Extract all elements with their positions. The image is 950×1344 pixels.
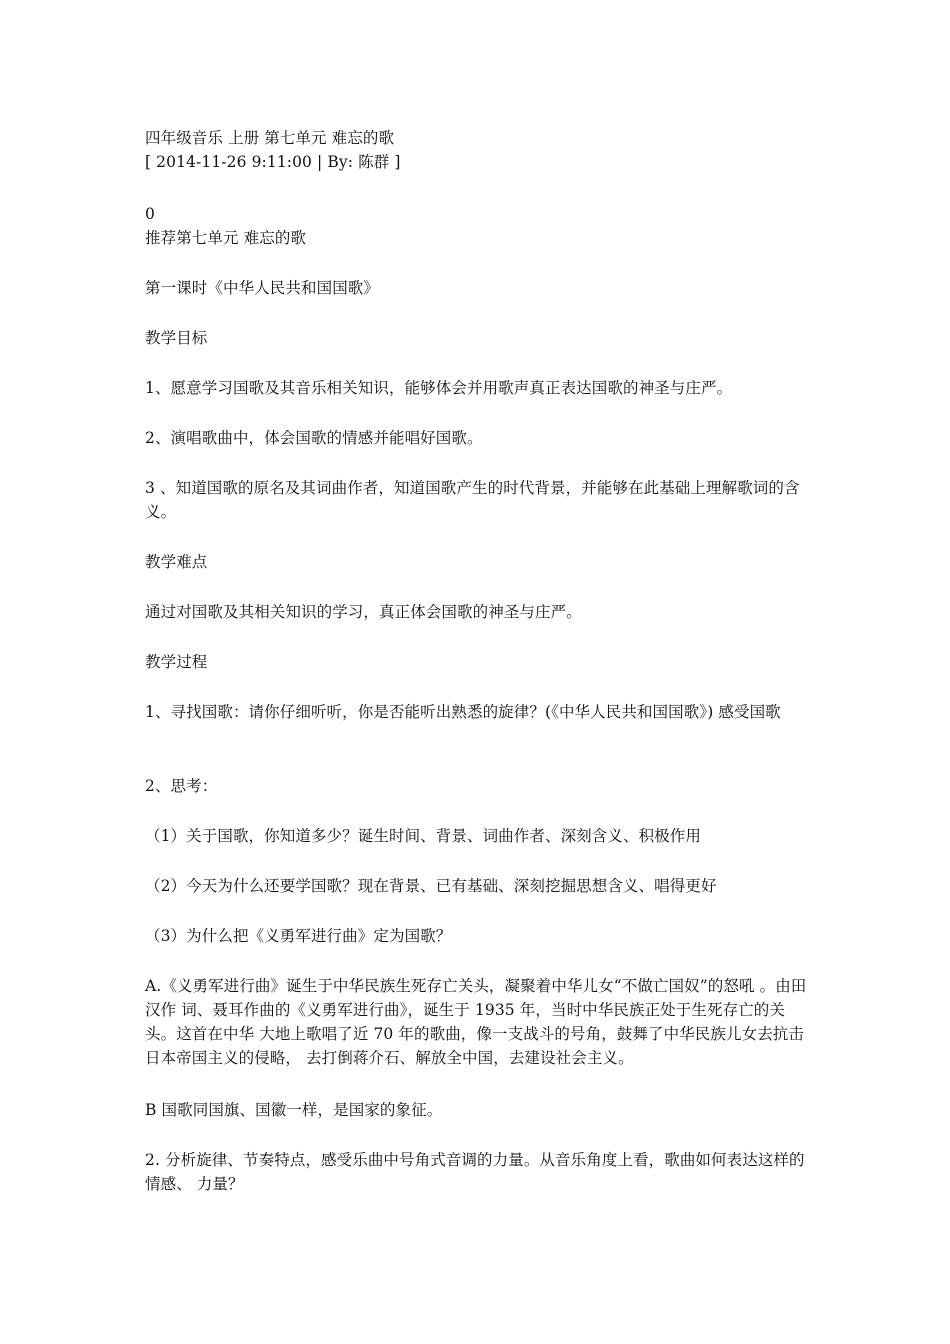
post-meta: [ 2014-11-26 9:11:00 | By: 陈群 ] <box>145 153 401 171</box>
answer-b: B 国歌同国旗、国徽一样，是国家的象征。 <box>145 1101 443 1119</box>
process-heading: 教学过程 <box>145 653 208 671</box>
process-step-1: 1、寻找国歌：请你仔细听听，你是否能听出熟悉的旋律？(《中华人民共和国国歌》) 感受国歌 <box>145 703 781 721</box>
lesson-title: 第一课时《中华人民共和国国歌》 <box>145 279 380 297</box>
analysis-paragraph: 2. 分析旋律、节奏特点，感受乐曲中号角式音调的力量。从音乐角度上看，歌曲如何表达这样的情感、 力量？ <box>145 1151 805 1193</box>
goal-item-1: 1、愿意学习国歌及其音乐相关知识，能够体会并用歌声真正表达国歌的神圣与庄严。 <box>145 379 733 397</box>
document-title: 四年级音乐 上册 第七单元 难忘的歌 <box>145 129 395 147</box>
question-3: （3）为什么把《义勇军进行曲》定为国歌？ <box>145 927 452 945</box>
process-step-2: 2、思考： <box>145 777 218 795</box>
answer-a: A.《义勇军进行曲》诞生于中华民族生死存亡关头，凝聚着中华儿女“不做亡国奴”的怒吼 。由田汉作 词、聂耳作曲的《义勇军进行曲》，诞生于 1935 年，当时中华民族正处于生死存亡的关头。这首在中华 大地上歌唱了近 70 年的歌曲，像一支战斗的号角，鼓舞了中华民族儿女去抗击日本帝国主义的侵略， 去打倒蒋介石、解放全中国，去建设社会主义。 <box>145 977 807 1067</box>
goal-item-3: 3 、知道国歌的原名及其词曲作者，知道国歌产生的时代背景，并能够在此基础上理解歌词的含 义。 <box>145 479 800 521</box>
goal-item-2: 2、演唱歌曲中，体会国歌的情感并能唱好国歌。 <box>145 429 483 447</box>
goals-heading: 教学目标 <box>145 329 208 347</box>
question-1: （1）关于国歌，你知道多少？诞生时间、背景、词曲作者、深刻含义、积极作用 <box>145 827 701 845</box>
question-2: （2）今天为什么还要学国歌？现在背景、已有基础、深刻挖掘思想含义、唱得更好 <box>145 877 717 895</box>
recommend-label: 推荐第七单元 难忘的歌 <box>145 229 307 247</box>
recommend-count: 0 <box>145 205 155 223</box>
difficulty-text: 通过对国歌及其相关知识的学习，真正体会国歌的神圣与庄严。 <box>145 603 582 621</box>
difficulty-heading: 教学难点 <box>145 553 208 571</box>
